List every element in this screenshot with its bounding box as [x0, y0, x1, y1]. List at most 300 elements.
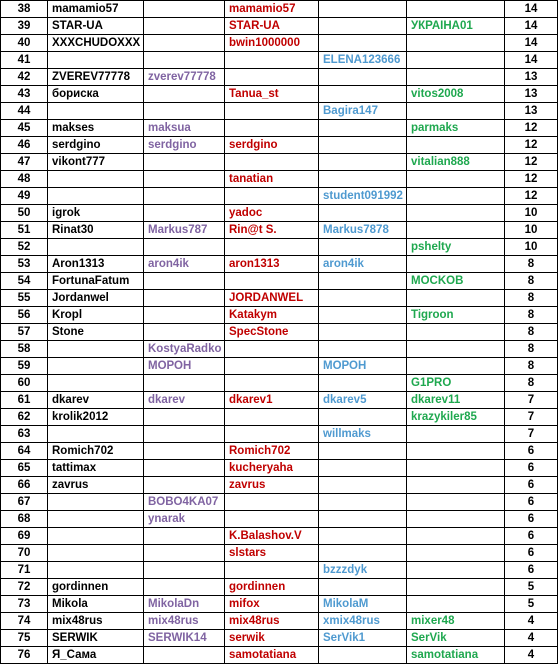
table-row: [1, 256, 558, 273]
table-row: [1, 103, 558, 120]
nickname-col3-cell: [225, 409, 319, 426]
nickname-col2-cell: [144, 103, 225, 120]
nickname-col2-cell: dkarev: [144, 392, 225, 409]
nickname-col1-cell: ZVEREV77778: [48, 69, 144, 86]
table-row: [1, 409, 558, 426]
table-row: [1, 18, 558, 35]
nickname-col1-cell: serdgino: [48, 137, 144, 154]
nickname-col1-cell: Я_Сама: [48, 647, 144, 664]
rank-cell: 64: [1, 443, 48, 460]
nickname-col5-cell: mixer48: [407, 613, 505, 630]
nickname-col1-cell: vikont777: [48, 154, 144, 171]
nickname-col4-cell: Markus7878: [319, 222, 407, 239]
nickname-col3-cell: yadoc: [225, 205, 319, 222]
nickname-col2-cell: ynarak: [144, 511, 225, 528]
rank-cell: 49: [1, 188, 48, 205]
nickname-col2-cell: [144, 579, 225, 596]
nickname-col5-cell: [407, 290, 505, 307]
rank-cell: 41: [1, 52, 48, 69]
table-row: [1, 290, 558, 307]
nickname-col3-cell: Rin@t S.: [225, 222, 319, 239]
rank-cell: 44: [1, 103, 48, 120]
nickname-col5-cell: [407, 341, 505, 358]
score-cell: 14: [505, 35, 558, 52]
nickname-col2-cell: [144, 1, 225, 18]
nickname-col3-cell: zavrus: [225, 477, 319, 494]
rank-cell: 40: [1, 35, 48, 52]
nickname-col3-cell: [225, 103, 319, 120]
table-row: [1, 511, 558, 528]
nickname-col3-cell: JORDANWEL: [225, 290, 319, 307]
nickname-col1-cell: [48, 103, 144, 120]
nickname-col5-cell: [407, 596, 505, 613]
nickname-col4-cell: SerVik1: [319, 630, 407, 647]
nickname-col3-cell: dkarev1: [225, 392, 319, 409]
nickname-col5-cell: [407, 52, 505, 69]
nickname-col5-cell: [407, 205, 505, 222]
nickname-col1-cell: [48, 358, 144, 375]
nickname-col4-cell: [319, 290, 407, 307]
table-row: [1, 222, 558, 239]
score-cell: 4: [505, 647, 558, 664]
nickname-col3-cell: mix48rus: [225, 613, 319, 630]
score-cell: 14: [505, 18, 558, 35]
nickname-col3-cell: gordinnen: [225, 579, 319, 596]
nickname-col4-cell: willmaks: [319, 426, 407, 443]
table-row: [1, 307, 558, 324]
nickname-col1-cell: igrok: [48, 205, 144, 222]
table-row: [1, 205, 558, 222]
nickname-col5-cell: dkarev11: [407, 392, 505, 409]
nickname-col3-cell: K.Balashov.V: [225, 528, 319, 545]
nickname-col4-cell: [319, 69, 407, 86]
nickname-col5-cell: MOCKOB: [407, 273, 505, 290]
nickname-col2-cell: [144, 375, 225, 392]
table-row: [1, 324, 558, 341]
rank-cell: 53: [1, 256, 48, 273]
table-row: [1, 426, 558, 443]
score-cell: 7: [505, 426, 558, 443]
nickname-col2-cell: [144, 647, 225, 664]
nickname-col4-cell: [319, 171, 407, 188]
nickname-col1-cell: [48, 341, 144, 358]
table-row: [1, 460, 558, 477]
nickname-col3-cell: mamamio57: [225, 1, 319, 18]
nickname-col5-cell: krazykiler85: [407, 409, 505, 426]
nickname-col1-cell: makses: [48, 120, 144, 137]
rank-cell: 63: [1, 426, 48, 443]
nickname-col2-cell: [144, 18, 225, 35]
score-cell: 12: [505, 120, 558, 137]
nickname-col2-cell: [144, 205, 225, 222]
table-row: [1, 154, 558, 171]
rank-cell: 46: [1, 137, 48, 154]
nickname-col5-cell: [407, 171, 505, 188]
nickname-col2-cell: [144, 52, 225, 69]
nickname-col4-cell: aron4ik: [319, 256, 407, 273]
nickname-col4-cell: [319, 647, 407, 664]
nickname-col1-cell: [48, 171, 144, 188]
nickname-col4-cell: MikolaM: [319, 596, 407, 613]
nickname-col2-cell: [144, 239, 225, 256]
nickname-col5-cell: [407, 222, 505, 239]
rank-cell: 52: [1, 239, 48, 256]
rank-cell: 65: [1, 460, 48, 477]
rank-cell: 66: [1, 477, 48, 494]
score-cell: 12: [505, 171, 558, 188]
nickname-col3-cell: serdgino: [225, 137, 319, 154]
nickname-col1-cell: gordinnen: [48, 579, 144, 596]
nickname-col5-cell: samotatiana: [407, 647, 505, 664]
score-cell: 10: [505, 205, 558, 222]
nickname-col4-cell: Bagira147: [319, 103, 407, 120]
table-row: [1, 171, 558, 188]
nickname-col2-cell: [144, 35, 225, 52]
table-row: [1, 35, 558, 52]
nickname-col1-cell: SERWIK: [48, 630, 144, 647]
nickname-col4-cell: [319, 18, 407, 35]
score-cell: 13: [505, 86, 558, 103]
nickname-col2-cell: [144, 273, 225, 290]
nickname-col2-cell: [144, 443, 225, 460]
nickname-col1-cell: Romich702: [48, 443, 144, 460]
score-cell: 14: [505, 52, 558, 69]
nickname-col3-cell: mifox: [225, 596, 319, 613]
nickname-col5-cell: [407, 188, 505, 205]
nickname-col2-cell: [144, 545, 225, 562]
score-cell: 12: [505, 188, 558, 205]
rank-cell: 68: [1, 511, 48, 528]
nickname-col1-cell: Kropl: [48, 307, 144, 324]
score-cell: 6: [505, 545, 558, 562]
nickname-col3-cell: SpecStone: [225, 324, 319, 341]
nickname-col4-cell: МОРОН: [319, 358, 407, 375]
nickname-col4-cell: [319, 324, 407, 341]
nickname-col1-cell: [48, 52, 144, 69]
nickname-col3-cell: [225, 494, 319, 511]
nickname-col1-cell: STAR-UA: [48, 18, 144, 35]
rank-cell: 74: [1, 613, 48, 630]
nickname-col1-cell: [48, 375, 144, 392]
nickname-col2-cell: [144, 562, 225, 579]
score-cell: 6: [505, 477, 558, 494]
nickname-col5-cell: pshelty: [407, 239, 505, 256]
nickname-col5-cell: [407, 1, 505, 18]
score-cell: 8: [505, 273, 558, 290]
nickname-col5-cell: [407, 562, 505, 579]
nickname-col4-cell: [319, 511, 407, 528]
nickname-col1-cell: FortunaFatum: [48, 273, 144, 290]
nickname-col2-cell: [144, 460, 225, 477]
nickname-col2-cell: [144, 324, 225, 341]
rank-cell: 62: [1, 409, 48, 426]
table-row: [1, 494, 558, 511]
table-row: [1, 562, 558, 579]
nickname-col1-cell: Rinat30: [48, 222, 144, 239]
nickname-col5-cell: vitalian888: [407, 154, 505, 171]
rank-cell: 73: [1, 596, 48, 613]
nickname-col5-cell: [407, 579, 505, 596]
nickname-col2-cell: serdgino: [144, 137, 225, 154]
rank-cell: 72: [1, 579, 48, 596]
nickname-col4-cell: [319, 579, 407, 596]
nickname-col4-cell: [319, 35, 407, 52]
nickname-col3-cell: [225, 154, 319, 171]
nickname-col4-cell: [319, 205, 407, 222]
table-row: [1, 86, 558, 103]
rank-cell: 76: [1, 647, 48, 664]
nickname-col3-cell: STAR-UA: [225, 18, 319, 35]
nickname-col2-cell: [144, 86, 225, 103]
rank-cell: 47: [1, 154, 48, 171]
nickname-col2-cell: MikolaDn: [144, 596, 225, 613]
nickname-col5-cell: [407, 511, 505, 528]
nickname-col3-cell: samotatiana: [225, 647, 319, 664]
score-cell: 8: [505, 256, 558, 273]
nickname-col2-cell: [144, 188, 225, 205]
nickname-col5-cell: G1PRO: [407, 375, 505, 392]
table-row: [1, 188, 558, 205]
nickname-col3-cell: kucheryaha: [225, 460, 319, 477]
rank-cell: 75: [1, 630, 48, 647]
nickname-col5-cell: [407, 460, 505, 477]
nickname-col3-cell: [225, 375, 319, 392]
score-cell: 8: [505, 375, 558, 392]
score-cell: 4: [505, 613, 558, 630]
nickname-col3-cell: serwik: [225, 630, 319, 647]
nickname-col1-cell: [48, 494, 144, 511]
table-row: [1, 137, 558, 154]
nickname-col4-cell: [319, 409, 407, 426]
nickname-col1-cell: Jordanwel: [48, 290, 144, 307]
score-cell: 7: [505, 392, 558, 409]
rank-cell: 58: [1, 341, 48, 358]
table-row: [1, 341, 558, 358]
nickname-col1-cell: XXXCHUDOXXX: [48, 35, 144, 52]
rank-cell: 51: [1, 222, 48, 239]
rank-cell: 57: [1, 324, 48, 341]
score-cell: 8: [505, 341, 558, 358]
nickname-col5-cell: [407, 494, 505, 511]
nickname-col5-cell: УКРАІНА01: [407, 18, 505, 35]
rank-cell: 54: [1, 273, 48, 290]
nickname-col5-cell: [407, 528, 505, 545]
nickname-col2-cell: Markus787: [144, 222, 225, 239]
rank-cell: 56: [1, 307, 48, 324]
table-row: [1, 545, 558, 562]
table-row: [1, 120, 558, 137]
score-cell: 5: [505, 579, 558, 596]
score-cell: 8: [505, 290, 558, 307]
table-row: [1, 392, 558, 409]
nickname-col1-cell: mix48rus: [48, 613, 144, 630]
nickname-col1-cell: krolik2012: [48, 409, 144, 426]
score-cell: 5: [505, 596, 558, 613]
table-row: [1, 239, 558, 256]
table-row: [1, 69, 558, 86]
nickname-col5-cell: [407, 256, 505, 273]
score-cell: 6: [505, 511, 558, 528]
rank-cell: 59: [1, 358, 48, 375]
rank-cell: 71: [1, 562, 48, 579]
rank-cell: 61: [1, 392, 48, 409]
nickname-col4-cell: [319, 477, 407, 494]
score-cell: 4: [505, 630, 558, 647]
table-row: [1, 358, 558, 375]
rank-cell: 70: [1, 545, 48, 562]
nickname-col4-cell: [319, 460, 407, 477]
nickname-col3-cell: [225, 120, 319, 137]
score-cell: 6: [505, 443, 558, 460]
table-row: [1, 647, 558, 664]
table-row: [1, 477, 558, 494]
nickname-col5-cell: [407, 324, 505, 341]
nickname-col1-cell: [48, 239, 144, 256]
nickname-col5-cell: parmaks: [407, 120, 505, 137]
nickname-col3-cell: [225, 52, 319, 69]
nickname-col2-cell: [144, 528, 225, 545]
nickname-col5-cell: SerVik: [407, 630, 505, 647]
nickname-col2-cell: [144, 409, 225, 426]
table-row: [1, 630, 558, 647]
nickname-col1-cell: tattimax: [48, 460, 144, 477]
nickname-col2-cell: [144, 307, 225, 324]
score-cell: 7: [505, 409, 558, 426]
rank-cell: 43: [1, 86, 48, 103]
score-cell: 8: [505, 324, 558, 341]
nickname-col1-cell: [48, 545, 144, 562]
nickname-col5-cell: [407, 69, 505, 86]
table-row: [1, 613, 558, 630]
nickname-col3-cell: Katakym: [225, 307, 319, 324]
table-row: [1, 443, 558, 460]
nickname-col2-cell: BOBO4KA07: [144, 494, 225, 511]
nickname-col3-cell: [225, 562, 319, 579]
nickname-col4-cell: [319, 494, 407, 511]
nickname-col4-cell: [319, 307, 407, 324]
nickname-col2-cell: maksua: [144, 120, 225, 137]
nickname-col4-cell: student091992: [319, 188, 407, 205]
score-cell: 14: [505, 1, 558, 18]
nickname-col3-cell: aron1313: [225, 256, 319, 273]
nickname-col3-cell: Tanua_st: [225, 86, 319, 103]
nickname-col3-cell: [225, 426, 319, 443]
nickname-col2-cell: [144, 171, 225, 188]
nickname-col3-cell: [225, 358, 319, 375]
nickname-col2-cell: aron4ik: [144, 256, 225, 273]
nickname-col2-cell: [144, 154, 225, 171]
nickname-col4-cell: [319, 154, 407, 171]
score-cell: 13: [505, 69, 558, 86]
nickname-col4-cell: [319, 528, 407, 545]
nickname-col1-cell: mamamio57: [48, 1, 144, 18]
nickname-col1-cell: Aron1313: [48, 256, 144, 273]
nickname-col3-cell: tanatian: [225, 171, 319, 188]
score-cell: 8: [505, 307, 558, 324]
nickname-col1-cell: Stone: [48, 324, 144, 341]
nickname-col2-cell: [144, 477, 225, 494]
nickname-col5-cell: Tigroon: [407, 307, 505, 324]
nickname-col5-cell: [407, 545, 505, 562]
rank-cell: 67: [1, 494, 48, 511]
nickname-col1-cell: [48, 188, 144, 205]
nickname-col1-cell: [48, 511, 144, 528]
nickname-col1-cell: [48, 426, 144, 443]
nickname-col1-cell: dkarev: [48, 392, 144, 409]
rank-cell: 45: [1, 120, 48, 137]
table-row: [1, 528, 558, 545]
nickname-col1-cell: Mikola: [48, 596, 144, 613]
nickname-col5-cell: [407, 426, 505, 443]
nickname-col4-cell: [319, 120, 407, 137]
nickname-col4-cell: [319, 137, 407, 154]
nickname-col1-cell: [48, 562, 144, 579]
nickname-col5-cell: vitos2008: [407, 86, 505, 103]
nickname-col4-cell: [319, 273, 407, 290]
rank-cell: 48: [1, 171, 48, 188]
nickname-col4-cell: [319, 341, 407, 358]
nickname-col2-cell: [144, 426, 225, 443]
table-row: [1, 375, 558, 392]
nickname-col2-cell: [144, 290, 225, 307]
score-cell: 6: [505, 562, 558, 579]
score-cell: 6: [505, 494, 558, 511]
table-row: [1, 579, 558, 596]
nickname-col4-cell: [319, 1, 407, 18]
nickname-col2-cell: mix48rus: [144, 613, 225, 630]
nickname-col3-cell: [225, 273, 319, 290]
nickname-col5-cell: [407, 477, 505, 494]
nickname-col4-cell: ELENA123666: [319, 52, 407, 69]
rank-cell: 55: [1, 290, 48, 307]
nickname-col2-cell: zverev77778: [144, 69, 225, 86]
score-cell: 13: [505, 103, 558, 120]
nickname-col5-cell: [407, 103, 505, 120]
nickname-col4-cell: dkarev5: [319, 392, 407, 409]
nickname-col1-cell: [48, 528, 144, 545]
nickname-col2-cell: SERWIK14: [144, 630, 225, 647]
score-cell: 12: [505, 137, 558, 154]
rank-cell: 50: [1, 205, 48, 222]
score-cell: 6: [505, 528, 558, 545]
nickname-col3-cell: [225, 69, 319, 86]
nickname-col3-cell: Romich702: [225, 443, 319, 460]
score-cell: 10: [505, 222, 558, 239]
nickname-col3-cell: [225, 239, 319, 256]
nickname-col4-cell: [319, 545, 407, 562]
nickname-col3-cell: [225, 188, 319, 205]
nickname-col4-cell: bzzzdyk: [319, 562, 407, 579]
table-body: [1, 1, 558, 664]
rank-cell: 38: [1, 1, 48, 18]
nickname-col3-cell: slstars: [225, 545, 319, 562]
nickname-col2-cell: KostyaRadko: [144, 341, 225, 358]
nickname-col5-cell: [407, 137, 505, 154]
nickname-col1-cell: бориска: [48, 86, 144, 103]
table-row: [1, 596, 558, 613]
nickname-col5-cell: [407, 358, 505, 375]
rank-cell: 69: [1, 528, 48, 545]
nickname-col4-cell: [319, 86, 407, 103]
nickname-col3-cell: [225, 511, 319, 528]
nickname-col5-cell: [407, 35, 505, 52]
nickname-col4-cell: [319, 239, 407, 256]
nickname-col4-cell: [319, 443, 407, 460]
nickname-col3-cell: [225, 341, 319, 358]
rank-cell: 60: [1, 375, 48, 392]
score-cell: 8: [505, 358, 558, 375]
table-row: [1, 273, 558, 290]
